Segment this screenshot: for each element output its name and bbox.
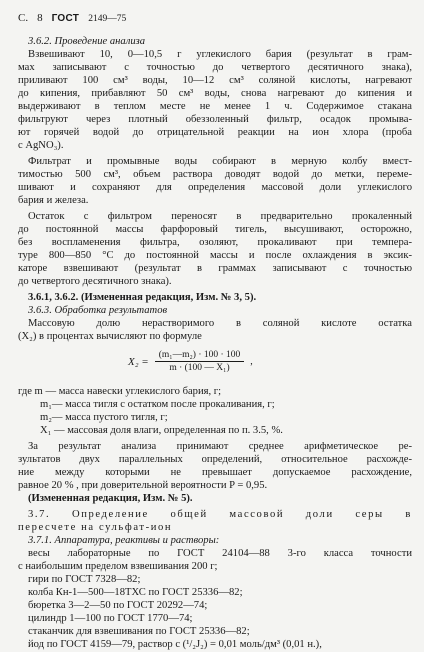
legend-line: где m — масса навески углекислого бария, г; — [18, 386, 222, 397]
text-line: Массовую долю нерастворимого в соляной кислоте остатка — [28, 318, 412, 329]
page-prefix: С. — [18, 12, 29, 24]
text-line: Остаток с фильтром переносят в предварительно прокаленный — [28, 211, 412, 222]
text-line: зультатов двух параллельных определений, относительное расхожде- — [18, 454, 412, 465]
text-line: Взвешивают 10, 0—10,5 г углекислого бария (результат в грам- — [28, 49, 412, 60]
list-item: гири по ГОСТ 7328—82; — [28, 574, 141, 585]
legend-line: m₁— масса тигля с остатком после прокаливания, г; — [40, 399, 275, 410]
legend-line: X₁ — массовая доля влаги, определенная по п. 3.5, %. — [40, 425, 283, 436]
text-line: до постоянной массы фарфоровый тигель, высушивают, осторожно, — [18, 224, 412, 235]
amendment-note: (Измененная редакция, Изм. № 5). — [28, 493, 193, 504]
list-item: цилиндр 1—100 по ГОСТ 1770—74; — [28, 613, 193, 624]
page-number: 8 — [37, 12, 43, 24]
list-item: колба Кн-1—500—18ТХС по ГОСТ 25336—82; — [28, 587, 243, 598]
text-line: до кипения, прибавляют 50 см³ воды, снова нагревают до кипения и — [18, 88, 412, 99]
list-item: бюретка 3—2—50 по ГОСТ 20292—74; — [28, 600, 208, 611]
formula — [128, 350, 253, 373]
formula-trailing: , — [250, 356, 253, 367]
list-item: йод по ГОСТ 4159—79, раствор c (¹/₂J₂) = 0,01 моль/дм³ (0,01 н.), — [28, 639, 322, 650]
text-line: Фильтрат и промывные воды собирают в мерную колбу вмест- — [28, 156, 412, 167]
legend-line: m₂— масса пустого тигля, г; — [40, 412, 168, 423]
formula-denominator: m · (100 — X₁) — [169, 363, 230, 373]
formula-fraction — [155, 350, 245, 373]
text-line: За результат анализа принимают среднее арифметическое ре- — [28, 441, 412, 452]
list-item: с наибольшим пределом взвешивания 200 г; — [18, 561, 218, 572]
list-item: стаканчик для взвешивания по ГОСТ 25336—82; — [28, 626, 250, 637]
section-heading: пересчете на сульфат-ион — [18, 522, 173, 533]
amendment-note: 3.6.1, 3.6.2. (Измененная редакция, Изм. № 3, 5). — [28, 292, 257, 303]
text-line: с AgNO₃). — [18, 140, 64, 151]
formula-lhs: X₂ = — [128, 355, 149, 368]
text-line: ние между которыми не превышает допускаемое расхождение, — [18, 467, 412, 478]
standard-number: 2149—75 — [88, 14, 127, 24]
text-line: без воспламенения фильтра, озоляют, прокаливают при темпера- — [18, 237, 412, 248]
formula-numerator: (m₁—m₂) · 100 · 100 — [155, 350, 245, 362]
section-heading: 3.7. Определение общей массовой доли серы в — [28, 509, 412, 520]
standard-label: ГОСТ — [51, 13, 80, 24]
text-line: шивают и сохраняют для определения массовой доли углекислого — [18, 182, 412, 193]
text-line: ют горячей водой до отрицательной реакции на ион хлора (проба — [18, 127, 412, 138]
text-line: приливают 100 см³ воды, 10—12 см³ соляной кислоты, нагревают — [18, 75, 412, 86]
text-line: фильтруют через плотный обеззоленный фильтр, осадок промыва- — [18, 114, 412, 125]
text-line: мах записывают с точностью до четвертого десятичного знака), — [18, 62, 412, 73]
list-item: весы лабораторные по ГОСТ 24104—88 3-го класса точности — [28, 548, 412, 559]
text-line: туре 800—850 °С до постоянной массы и после охлаждения в эксик- — [18, 250, 412, 261]
text-line: тимостью 500 см³, объем раствора доводят водой до метки, переме- — [18, 169, 412, 180]
text-line: равное 20 % , при доверительной вероятности P = 0,95. — [18, 480, 268, 491]
text-line: (X₂) в процентах вычисляют по формуле — [18, 331, 202, 342]
text-line: выдерживают в теплом месте не менее 1 ч. Содержимое стакана — [18, 101, 412, 112]
text-line: до четвертого десятичного знака). — [18, 276, 172, 287]
section-heading: 3.6.2. Проведение анализа — [28, 36, 146, 47]
text-line: бария и железа. — [18, 195, 89, 206]
section-heading: 3.6.3. Обработка результатов — [28, 305, 168, 316]
section-heading: 3.7.1. Аппаратура, реактивы и растворы: — [28, 535, 220, 546]
text-line: каторе взвешивают (результат в граммах записывают с точностью — [18, 263, 412, 274]
page-header — [18, 12, 126, 24]
